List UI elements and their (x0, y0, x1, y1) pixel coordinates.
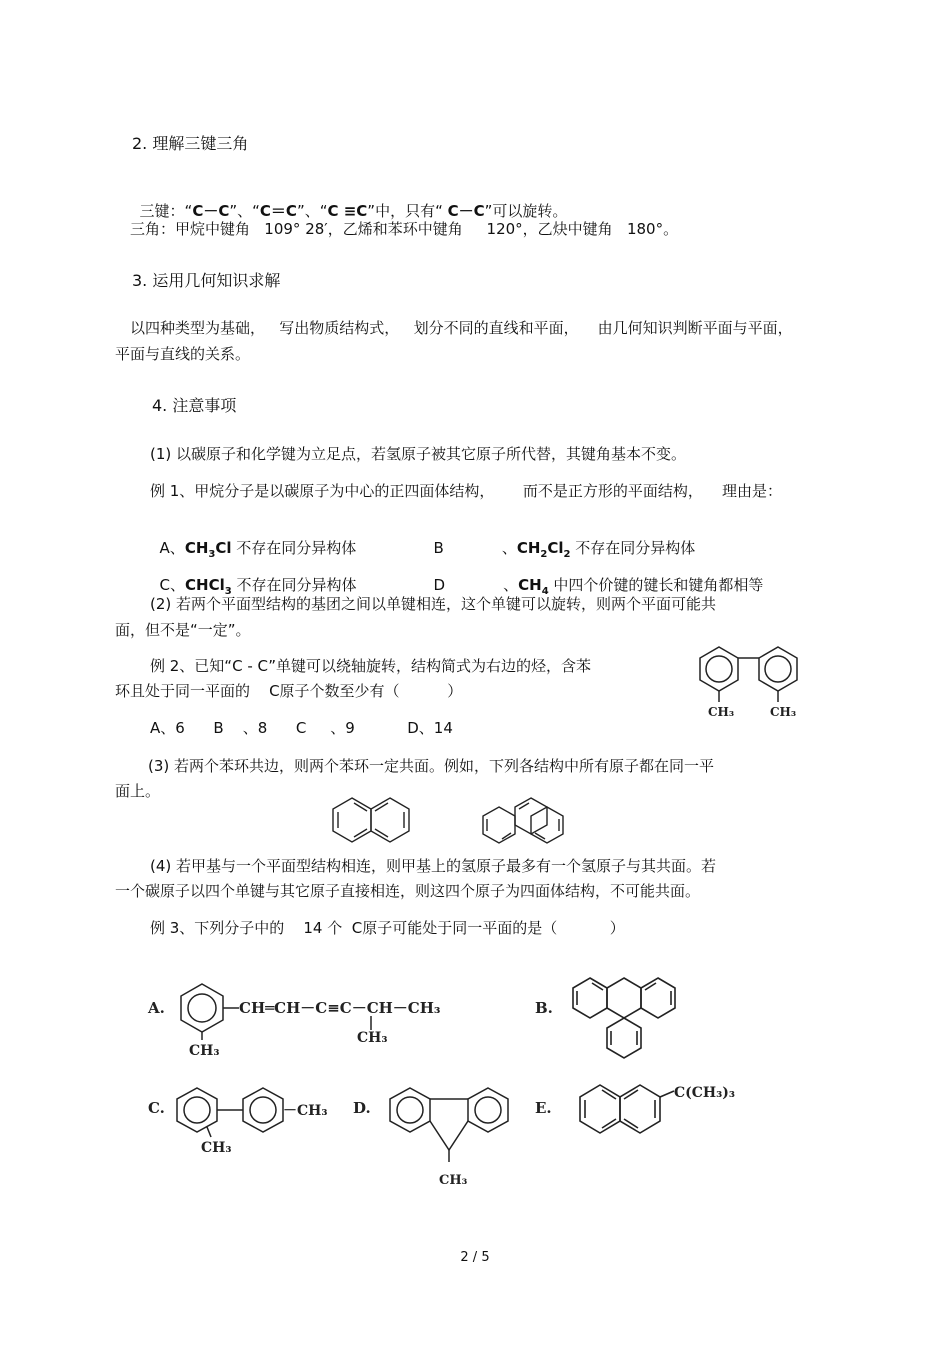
note-2-line2: 面，但不是“一定”。 (115, 621, 251, 639)
option-d-label: D (433, 576, 446, 594)
example-2-options: A、6 B 、8 C 、9 D、14 (150, 719, 453, 737)
ch3-label: CH₃ (189, 1043, 220, 1059)
three-bonds-end: ”可以旋转。 (484, 202, 568, 220)
note-4-line2: 一个碳原子以四个单键与其它原子直接相连，则这四个原子为四面体结构，不可能共面。 (115, 882, 701, 900)
option-c-text: 不存在同分异构体 (231, 576, 357, 594)
option-c-label: C. (148, 1099, 165, 1117)
ch3-label: CH₃ (201, 1140, 232, 1156)
option-e-structure (530, 1075, 750, 1145)
option-d-sub-1: 4 (541, 586, 549, 597)
example-2-line2: 环且处于同一平面的 C原子个数至少有（ ） (115, 682, 463, 700)
option-a-structure (145, 970, 485, 1070)
note-4-line1: (4) 若甲基与一个平面型结构相连，则甲基上的氢原子最多有一个氢原子与其共面。若 (150, 857, 717, 875)
option-b-text: 不存在同分异构体 (570, 539, 696, 557)
section-2-heading: 2. 理解三键三角 (132, 134, 249, 153)
bond-cdc: C＝C (259, 202, 297, 220)
option-a-sub-1: 3 (208, 549, 216, 560)
option-a-formula-1: CH (184, 539, 209, 557)
three-bonds-sep1: ”、“ (229, 202, 260, 220)
option-b-label: B. (535, 999, 553, 1017)
option-c-sub-1: 3 (224, 586, 232, 597)
section-4-heading: 4. 注意事项 (152, 396, 237, 415)
page-number: 2 / 5 (460, 1250, 490, 1265)
bond-cc-1: C－C (192, 202, 230, 220)
option-d-text: 中四个价键的键长和键角都相等 (548, 576, 764, 594)
example-3-question: 例 3、下列分子中的 14 个 C原子可能处于同一平面的是（ ） (150, 919, 625, 937)
phenanthrene-structure (480, 793, 570, 851)
note-3-line2: 面上。 (115, 782, 161, 800)
option-c-label: C、 (159, 576, 186, 594)
note-3-line1: (3) 若两个苯环共边，则两个苯环一定共面。例如，下列各结构中所有原子都在同一平 (148, 757, 715, 775)
option-b-sub-1: 2 (540, 549, 548, 560)
option-b-structure (530, 965, 695, 1060)
example-1-option-d (424, 555, 763, 598)
bond-cc-2: C－C (447, 202, 485, 220)
section-3-heading: 3. 运用几何知识求解 (132, 271, 281, 290)
option-d-label: D. (353, 1099, 371, 1117)
three-bonds-prefix: 三键：“ (139, 202, 193, 220)
three-bonds-line (130, 181, 567, 221)
option-b-label: B (433, 539, 444, 557)
ch3-label: CH₃ (708, 705, 735, 719)
option-b-formula-2: Cl (547, 539, 564, 557)
note-2-line1: (2) 若两个平面型结构的基团之间以单键相连，这个单键可以旋转，则两个平面可能共 (150, 595, 717, 613)
three-bonds-sep2: ”、“ (296, 202, 328, 220)
section-3-line1: 以四种类型为基础， 写出物质结构式， 划分不同的直线和平面， 由几何知识判断平面与平面， (130, 319, 793, 337)
section-3-line2: 平面与直线的关系。 (115, 345, 251, 363)
option-a-label: A. (148, 999, 165, 1017)
option-c-structure (145, 1080, 345, 1170)
example-2-line1: 例 2、已知“C - C”单键可以绕轴旋转，结构简式为右边的烃，含苯 (150, 657, 592, 675)
option-d-formula-1: CH (518, 576, 542, 594)
ch3-label: CH₃ (770, 705, 797, 719)
dimethylbiphenyl-structure (692, 640, 812, 730)
example-1-question: 例 1、甲烷分子是以碳原子为中心的正四面体结构， 而不是正方形的平面结构， 理由是： (150, 482, 782, 500)
option-b-sep: 、 (501, 539, 517, 557)
example-1-option-c (150, 555, 357, 598)
ch3-label: CH₃ (357, 1030, 388, 1046)
option-d-sep: 、 (503, 576, 519, 594)
option-e-label: E. (535, 1099, 552, 1117)
option-a-formula-2: Cl (215, 539, 232, 557)
option-e-substituent: C(CH₃)₃ (674, 1085, 736, 1101)
naphthalene-structure (330, 795, 414, 845)
option-a-text: 不存在同分异构体 (231, 539, 357, 557)
bond-ctc: C ≡C (327, 202, 368, 220)
three-bonds-mid: ”中，只有“ (367, 202, 448, 220)
option-a-chain: CH═CH－C≡C－CH－CH₃ (239, 999, 441, 1017)
option-c-formula-1: CHCl (185, 576, 225, 594)
option-d-structure (350, 1080, 520, 1195)
option-c-methyl: －CH₃ (283, 1103, 328, 1119)
option-b-formula-1: CH (516, 539, 541, 557)
option-b-sub-2: 2 (563, 549, 571, 560)
ch3-label: CH₃ (439, 1173, 468, 1188)
three-angles-line: 三角：甲烷中键角 109° 28′，乙烯和苯环中键角 120°，乙炔中键角 180°。 (130, 220, 679, 238)
option-a-label: A、 (159, 539, 185, 557)
note-1: (1) 以碳原子和化学键为立足点，若氢原子被其它原子所代替，其键角基本不变。 (150, 445, 687, 463)
